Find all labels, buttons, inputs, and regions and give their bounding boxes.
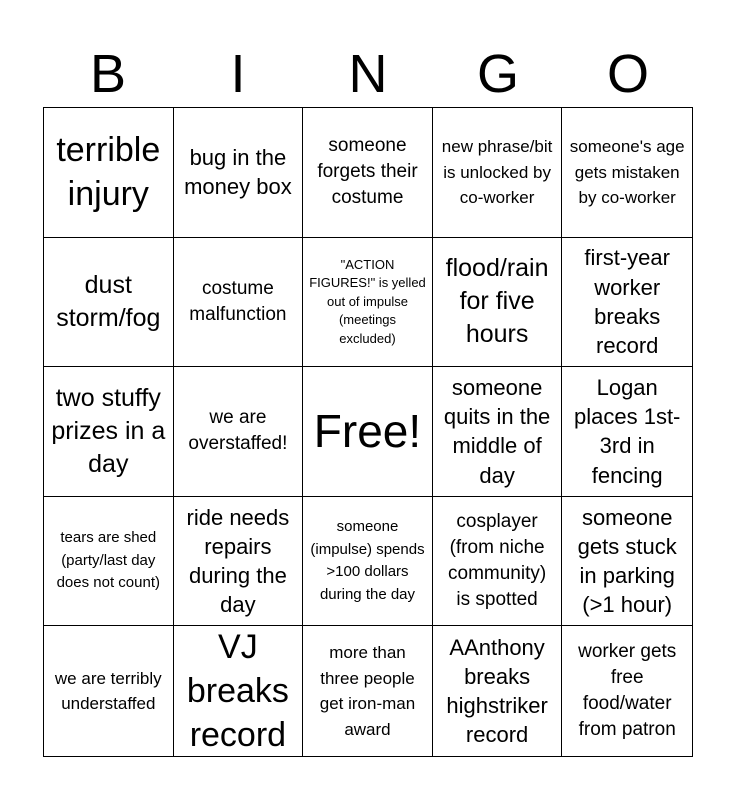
cell-text: someone (impulse) spends >100 dollars during the day <box>310 518 425 603</box>
header-letter-n: N <box>348 44 388 104</box>
cell-text: first-year worker breaks record <box>584 245 670 359</box>
cell-text: two stuffy prizes in a day <box>51 383 166 478</box>
cell-text: AAnthony breaks highstriker record <box>446 634 548 748</box>
bingo-cell[interactable] <box>174 367 304 497</box>
bingo-cell[interactable] <box>44 497 174 627</box>
bingo-cell[interactable] <box>433 626 563 756</box>
bingo-cell[interactable] <box>433 367 563 497</box>
bingo-cell[interactable] <box>562 108 692 238</box>
bingo-cell[interactable] <box>174 626 304 756</box>
cell-text: ride needs repairs during the day <box>186 504 290 618</box>
bingo-cell[interactable] <box>303 238 433 368</box>
cell-text: bug in the money box <box>184 145 292 200</box>
bingo-cell[interactable] <box>562 626 692 756</box>
bingo-cell[interactable] <box>303 497 433 627</box>
bingo-cell[interactable] <box>562 367 692 497</box>
bingo-cell[interactable] <box>303 626 433 756</box>
bingo-cell[interactable] <box>44 626 174 756</box>
cell-text: someone's age gets mistaken by co-worker <box>569 137 685 208</box>
bingo-cell[interactable] <box>174 497 304 627</box>
header-letter-o: O <box>606 44 649 104</box>
cell-text: more than three people get iron-man award <box>319 643 416 739</box>
cell-text: dust storm/fog <box>56 270 161 332</box>
bingo-cell[interactable] <box>562 238 692 368</box>
cell-text: "ACTION FIGURES!" is yelled out of impulse (meetings excluded) <box>309 256 426 346</box>
header-letter-g: G <box>476 44 519 104</box>
bingo-cell[interactable] <box>44 367 174 497</box>
bingo-cell[interactable] <box>303 108 433 238</box>
cell-text: someone quits in the middle of day <box>443 374 551 488</box>
header-letter-b: B <box>89 44 127 104</box>
bingo-board <box>43 107 693 757</box>
bingo-cell[interactable] <box>44 108 174 238</box>
cell-text: Logan places 1st-3rd in fencing <box>574 374 681 488</box>
header-letter-i: I <box>230 44 246 104</box>
bingo-cell[interactable] <box>174 238 304 368</box>
cell-text: new phrase/bit is unlocked by co-worker <box>441 137 553 208</box>
bingo-cell[interactable] <box>433 238 563 368</box>
cell-text: tears are shed (party/last day does not count) <box>56 529 160 592</box>
bingo-cell[interactable] <box>174 108 304 238</box>
free-space[interactable] <box>303 367 433 497</box>
cell-text: cosplayer (from niche community) is spotted <box>448 510 547 611</box>
cell-text: VJ breaks record <box>186 627 289 755</box>
cell-text: we are overstaffed! <box>188 407 288 455</box>
free-space-label: Free! <box>313 405 422 458</box>
bingo-cell[interactable] <box>562 497 692 627</box>
cell-text: someone forgets their costume <box>317 134 418 209</box>
bingo-header <box>43 42 693 106</box>
bingo-cell[interactable] <box>44 238 174 368</box>
cell-text: terrible injury <box>56 131 161 214</box>
bingo-cell[interactable] <box>433 108 563 238</box>
cell-text: flood/rain for five hours <box>445 254 549 349</box>
bingo-cell[interactable] <box>433 497 563 627</box>
cell-text: someone gets stuck in parking (>1 hour) <box>577 504 677 618</box>
cell-text: we are terribly understaffed <box>54 668 162 714</box>
cell-text: costume malfunction <box>189 277 287 325</box>
cell-text: worker gets free food/water from patron <box>578 640 677 741</box>
